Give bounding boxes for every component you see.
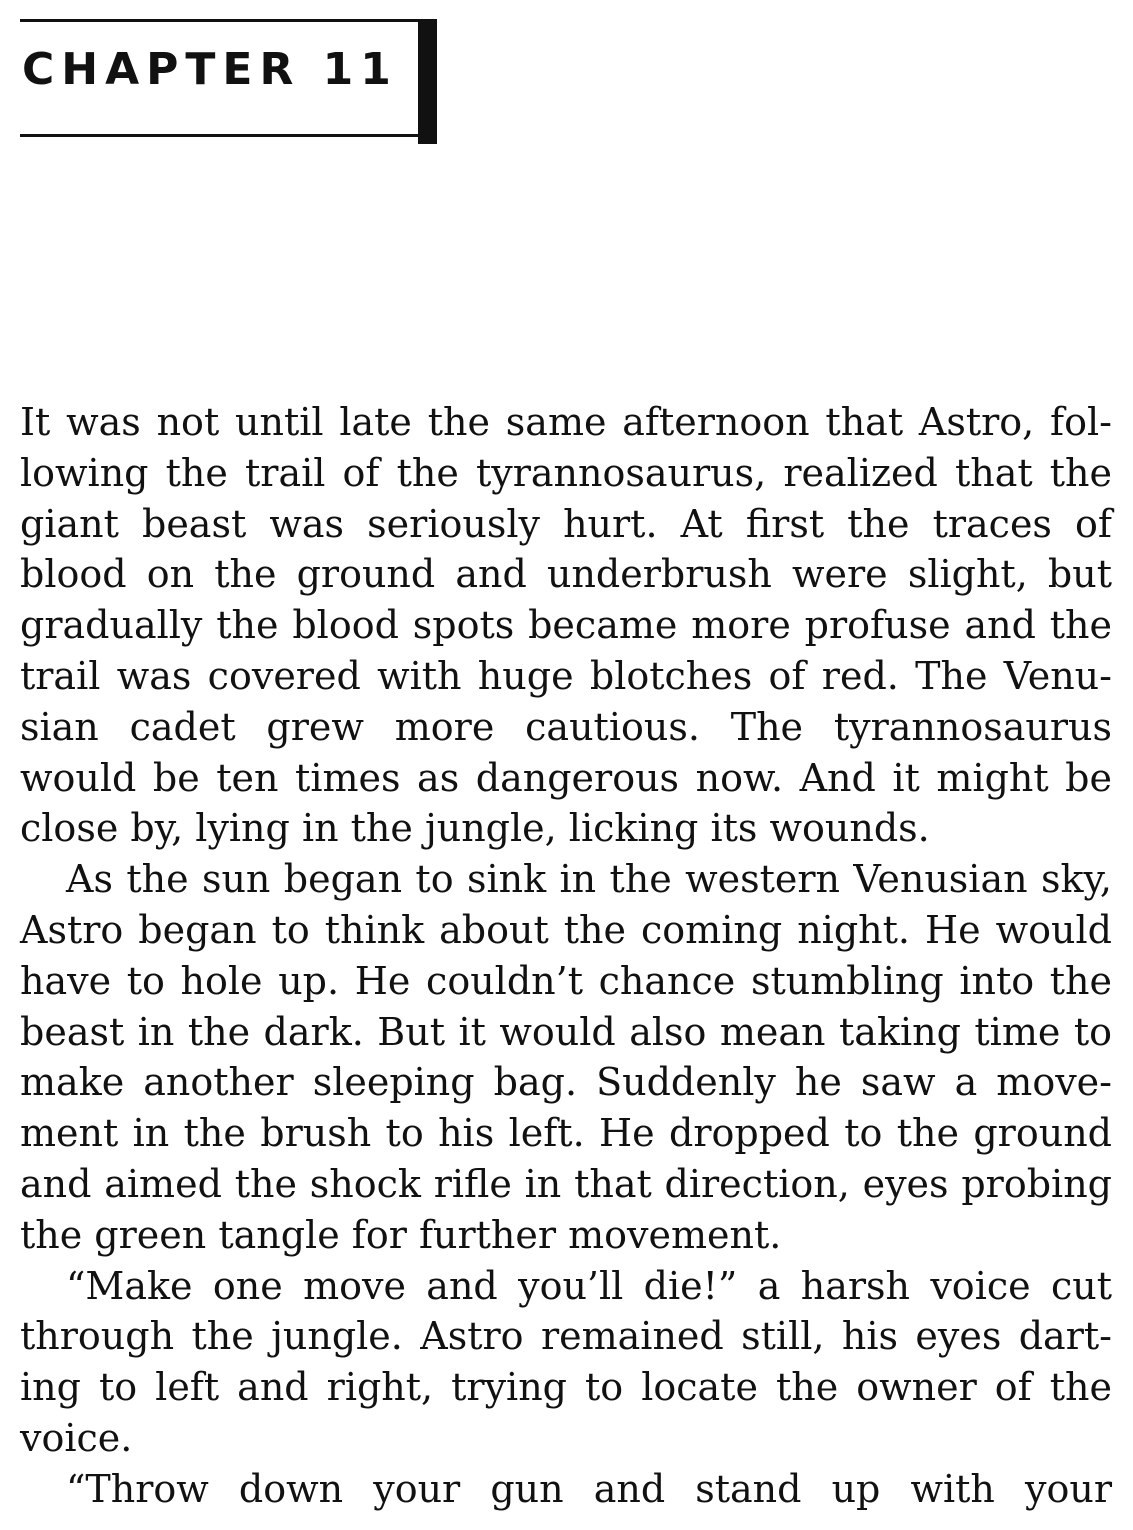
chapter-heading-bar [418, 19, 437, 144]
text-line: make another sleeping bag. Suddenly he saw a move- [20, 1060, 1112, 1105]
text-line: Astro began to think about the coming night. He would [20, 907, 1112, 952]
text-line: “Throw down your gun and stand up with your [66, 1466, 1112, 1511]
paragraph [20, 1464, 1112, 1515]
text-line: As the sun began to sink in the western Venusian sky, [66, 857, 1112, 902]
body-text [20, 397, 1112, 1515]
chapter-title: CHAPTER 11 [22, 44, 398, 95]
text-line: trail was covered with huge blotches of red. The Venu- [20, 653, 1112, 698]
paragraph [20, 397, 1112, 854]
text-line: close by, lying in the jungle, licking its wounds. [20, 806, 930, 851]
text-line: and aimed the shock rifle in that direction, eyes probing [20, 1161, 1112, 1206]
text-line: ing to left and right, trying to locate the owner of the [20, 1365, 1112, 1410]
text-line: sian cadet grew more cautious. The tyrannosaurus [20, 704, 1112, 749]
text-line: It was not until late the same afternoon that Astro, fol- [20, 400, 1112, 444]
text-line: lowing the trail of the tyrannosaurus, realized that the [20, 450, 1112, 495]
text-line: beast in the dark. But it would also mean taking time to [20, 1009, 1112, 1054]
text-line: “Make one move and you’ll die!” a harsh voice cut [66, 1263, 1112, 1308]
paragraph [20, 854, 1112, 1260]
text-line: ment in the brush to his left. He dropped to the ground [20, 1111, 1112, 1156]
text-line: through the jungle. Astro remained still, his eyes dart- [20, 1314, 1112, 1359]
paragraph [20, 1261, 1112, 1464]
text-line: giant beast was seriously hurt. At first the traces of [20, 501, 1112, 546]
text-line: voice. [20, 1415, 133, 1460]
text-line: have to hole up. He couldn’t chance stumbling into the [20, 958, 1112, 1003]
text-line: the green tangle for further movement. [20, 1212, 782, 1257]
text-line: gradually the blood spots became more profuse and the [20, 603, 1112, 648]
text-line: blood on the ground and underbrush were slight, but [20, 552, 1112, 597]
text-line: would be ten times as dangerous now. And it might be [20, 755, 1112, 800]
